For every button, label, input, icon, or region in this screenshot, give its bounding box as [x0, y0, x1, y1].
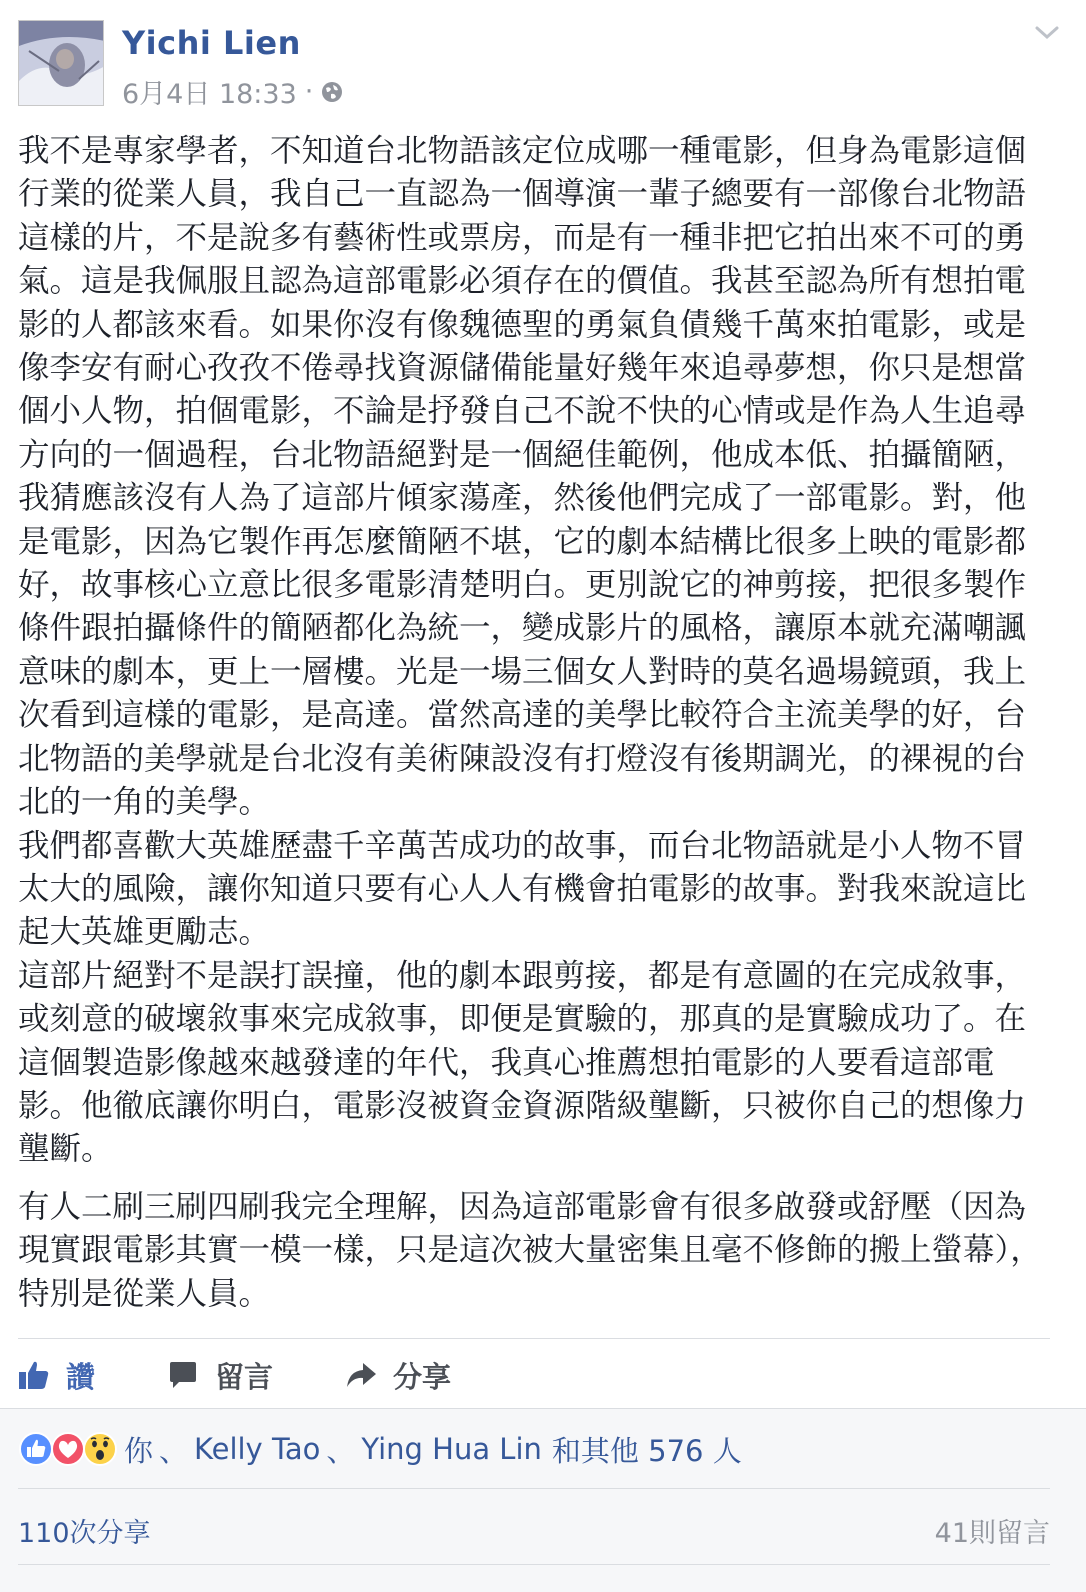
actions-divider: [18, 1338, 1050, 1339]
wow-reaction-icon: [82, 1431, 118, 1467]
reaction-separator: 、: [326, 1433, 356, 1468]
post-paragraph: 我們都喜歡大英雄歷盡千辛萬苦成功的故事，而台北物語就是小人物不冒太大的風險，讓你知道只要有心人人有機會拍電影的故事。對我來說這比起大英雄更勵志。: [18, 827, 1027, 951]
like-reaction-icon: [18, 1431, 54, 1467]
share-arrow-icon: [345, 1359, 377, 1391]
post-timestamp[interactable]: 6月4日 18:33: [122, 79, 297, 110]
post-meta: [122, 72, 343, 111]
share-button[interactable]: [345, 1355, 451, 1396]
share-count[interactable]: 110次分享: [18, 1517, 151, 1549]
reaction-name-ying-hua-lin[interactable]: Ying Hua Lin: [361, 1432, 542, 1466]
like-button[interactable]: [18, 1355, 95, 1396]
reaction-name-kelly-tao[interactable]: Kelly Tao: [194, 1432, 321, 1466]
post-paragraph: 我不是專家學者，不知道台北物語該定位成哪一種電影，但身為電影這個行業的從業人員，我自己一直認為一個導演一輩子總要有一部像台北物語這樣的片，不是說多有藝術性或票房，而是有一種非把它拍出來不可的勇氣。這是我佩服且認為這部電影必須存在的價值。我甚至認為所有想拍電影的人都該來看。如果你沒有像魏德聖的勇氣負債幾千萬來拍電影，或是像李安有耐心孜孜不倦尋找資源儲備能量好幾年來追尋夢想，你只是想當個小人物，拍個電影，不論是抒發自己不說不快的心情或是作為人生追尋方向的一個過程，台北物語絕對是一個絕佳範例，他成本低、拍攝簡陋，我猜應該沒有人為了這部片傾家蕩產，然後他們完成了一部電影。對，他是電影，因為它製作再怎麼簡陋不堪，它的劇本結構比很多上映的電影都好，故事核心立意比很多電影清楚明白。更別說它的神剪接，把很多製作條件跟拍攝條件的簡陋都化為統一，變成影片的風格，讓原本就充滿嘲諷意味的劇本，更上一層樓。光是一場三個女人對時的莫名過場鏡頭，我上次看到這樣的電影，是高達。當然高達的美學比較符合主流美學的好，台北物語的美學就是台北沒有美術陳設沒有打燈沒有後期調光，的裸視的台北的一角的美學。: [18, 133, 1027, 821]
share-label: 分享: [393, 1359, 452, 1394]
meta-separator: ·: [304, 76, 314, 107]
reaction-separator: 、: [159, 1433, 189, 1468]
comment-icon: [167, 1359, 199, 1391]
love-reaction-icon: [50, 1431, 86, 1467]
post-header: [18, 18, 1068, 108]
comment-button[interactable]: [167, 1355, 273, 1396]
reactions-summary[interactable]: [18, 1426, 742, 1472]
comment-label: 留言: [215, 1359, 274, 1394]
chevron-down-icon[interactable]: [1034, 24, 1060, 42]
reaction-you[interactable]: 你: [124, 1433, 154, 1468]
avatar[interactable]: [18, 20, 104, 106]
reaction-icons: [18, 1431, 114, 1467]
thumbs-up-icon: [18, 1359, 50, 1391]
post-paragraph: 這部片絕對不是誤打誤撞，他的劇本跟剪接，都是有意圖的在完成敘事，或刻意的破壞敘事來完成敘事，即便是實驗的，那真的是實驗成功了。在這個製造影像越來越發達的年代，我真心推薦想拍電影的人要看這部電影。他徹底讓你明白，電影沒被資金資源階級壟斷，只被你自己的想像力壟斷。: [18, 957, 1027, 1168]
post-body: [18, 130, 1048, 1316]
reaction-others[interactable]: 和其他 576 人: [551, 1433, 742, 1468]
comment-count[interactable]: 41則留言: [934, 1517, 1050, 1549]
post-paragraph: 有人二刷三刷四刷我完全理解，因為這部電影會有很多啟發或舒壓（因為現實跟電影其實一模一樣，只是這次被大量密集且毫不修飾的搬上螢幕），特別是從業人員。: [18, 1188, 1042, 1312]
globe-icon[interactable]: [321, 81, 343, 103]
engagement-counts: [18, 1510, 1050, 1550]
post-actions: [18, 1352, 1048, 1398]
counts-divider: [18, 1488, 1050, 1489]
like-label: 讚: [66, 1359, 96, 1394]
author-name[interactable]: Yichi Lien: [122, 24, 301, 62]
bottom-divider: [18, 1564, 1050, 1565]
